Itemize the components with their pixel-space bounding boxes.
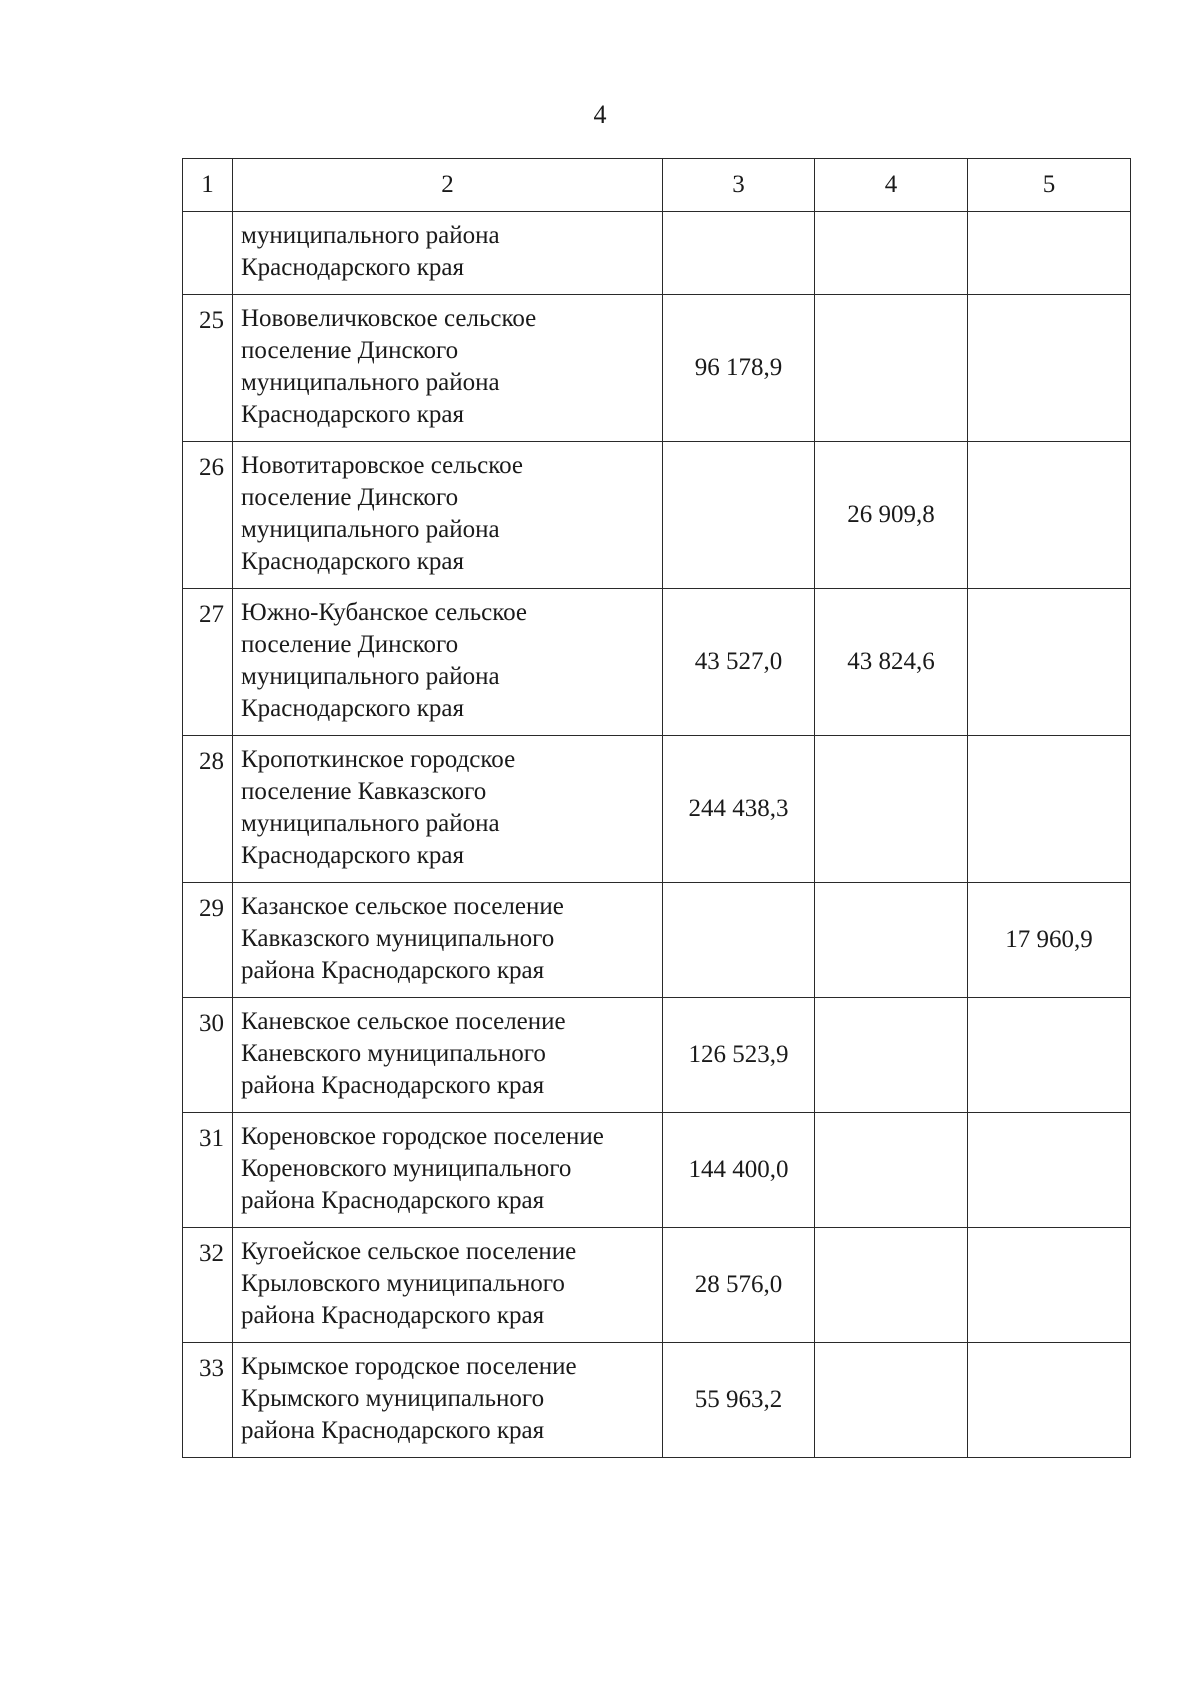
settlement-name-line: Крыловского муниципального	[241, 1270, 565, 1297]
settlement-name-line: Казанское сельское поселение	[241, 893, 564, 920]
table-row	[183, 442, 1131, 589]
table-header-row	[183, 159, 1131, 212]
column-header-2: 2	[233, 159, 663, 212]
row-number-cell: 26	[183, 442, 233, 589]
settlement-name-cell	[233, 1113, 663, 1228]
settlement-name-line: Кореновского муниципального	[241, 1155, 572, 1182]
amount-cell-column-5	[968, 736, 1131, 883]
settlement-name-line: Новотитаровское сельское	[241, 452, 524, 479]
amount-cell-column-4	[815, 1228, 968, 1343]
settlement-name-cell	[233, 212, 663, 295]
settlement-name-line: Кореновское городское поселение	[241, 1123, 604, 1150]
row-number-cell: 32	[183, 1228, 233, 1343]
settlement-name-cell	[233, 442, 663, 589]
amount-cell-column-3	[663, 442, 815, 589]
row-number-cell: 31	[183, 1113, 233, 1228]
row-number-cell: 29	[183, 883, 233, 998]
settlement-name-line: Кугоейское сельское поселение	[241, 1238, 577, 1265]
settlement-name-line: Каневское сельское поселение	[241, 1008, 566, 1035]
row-number-cell: 25	[183, 295, 233, 442]
settlement-name-line: района Краснодарского края	[241, 1302, 545, 1329]
table-row	[183, 1228, 1131, 1343]
amount-cell-column-4	[815, 212, 968, 295]
amount-cell-column-5: 17 960,9	[968, 883, 1131, 998]
amount-cell-column-3	[663, 212, 815, 295]
settlement-name-line: района Краснодарского края	[241, 1187, 545, 1214]
amount-cell-column-4	[815, 295, 968, 442]
amount-cell-column-5	[968, 1343, 1131, 1458]
table-row	[183, 1343, 1131, 1458]
settlement-name-line: муниципального района	[241, 663, 500, 690]
amount-cell-column-4: 43 824,6	[815, 589, 968, 736]
amount-cell-column-5	[968, 295, 1131, 442]
page-number: 4	[593, 100, 607, 129]
settlement-name-cell	[233, 736, 663, 883]
settlement-name-line: муниципального района	[241, 516, 500, 543]
settlement-name-cell	[233, 295, 663, 442]
settlement-name-cell	[233, 998, 663, 1113]
amount-cell-column-4	[815, 1113, 968, 1228]
amount-cell-column-4	[815, 883, 968, 998]
table-row	[183, 998, 1131, 1113]
table-row	[183, 589, 1131, 736]
amount-cell-column-4	[815, 1343, 968, 1458]
amount-cell-column-5	[968, 589, 1131, 736]
settlement-name-line: Кавказского муниципального	[241, 925, 555, 952]
settlement-name-line: Краснодарского края	[241, 548, 464, 575]
amount-cell-column-4	[815, 736, 968, 883]
settlement-name-line: Кропоткинское городское	[241, 746, 516, 773]
table-row	[183, 212, 1131, 295]
settlement-name-line: поселение Динского	[241, 337, 459, 364]
settlement-name-line: Южно-Кубанское сельское	[241, 599, 528, 626]
settlement-name-line: муниципального района	[241, 369, 500, 396]
column-header-5: 5	[968, 159, 1131, 212]
settlement-name-line: муниципального района	[241, 222, 500, 249]
settlement-name-line: района Краснодарского края	[241, 957, 545, 984]
settlement-name-line: Нововеличковское сельское	[241, 305, 537, 332]
table-row	[183, 1113, 1131, 1228]
amount-cell-column-4	[815, 998, 968, 1113]
amount-cell-column-5	[968, 442, 1131, 589]
settlement-name-line: Краснодарского края	[241, 842, 464, 869]
settlement-name-cell	[233, 1343, 663, 1458]
settlement-name-line: поселение Кавказского	[241, 778, 487, 805]
amount-cell-column-5	[968, 1228, 1131, 1343]
amount-cell-column-4: 26 909,8	[815, 442, 968, 589]
settlement-name-line: поселение Динского	[241, 484, 459, 511]
table-row	[183, 736, 1131, 883]
amount-cell-column-3: 28 576,0	[663, 1228, 815, 1343]
settlement-name-line: района Краснодарского края	[241, 1417, 545, 1444]
amount-cell-column-5	[968, 1113, 1131, 1228]
amount-cell-column-3: 55 963,2	[663, 1343, 815, 1458]
allocation-table	[182, 158, 1131, 1458]
amount-cell-column-3: 144 400,0	[663, 1113, 815, 1228]
table-row	[183, 883, 1131, 998]
amount-cell-column-3: 244 438,3	[663, 736, 815, 883]
column-header-1: 1	[183, 159, 233, 212]
table-body	[183, 212, 1131, 1458]
settlement-name-cell	[233, 589, 663, 736]
row-number-cell: 28	[183, 736, 233, 883]
settlement-name-line: Крымского муниципального	[241, 1385, 545, 1412]
amount-cell-column-3: 43 527,0	[663, 589, 815, 736]
settlement-name-line: Краснодарского края	[241, 695, 464, 722]
settlement-name-cell	[233, 883, 663, 998]
row-number-cell: 30	[183, 998, 233, 1113]
column-header-4: 4	[815, 159, 968, 212]
amount-cell-column-3: 96 178,9	[663, 295, 815, 442]
settlement-name-line: Каневского муниципального	[241, 1040, 546, 1067]
amount-cell-column-5	[968, 998, 1131, 1113]
amount-cell-column-3: 126 523,9	[663, 998, 815, 1113]
settlement-name-line: муниципального района	[241, 810, 500, 837]
settlement-name-line: Краснодарского края	[241, 401, 464, 428]
settlement-name-line: Краснодарского края	[241, 254, 464, 281]
amount-cell-column-5	[968, 212, 1131, 295]
row-number-cell: 27	[183, 589, 233, 736]
settlement-name-cell	[233, 1228, 663, 1343]
column-header-3: 3	[663, 159, 815, 212]
table-row	[183, 295, 1131, 442]
settlement-name-line: района Краснодарского края	[241, 1072, 545, 1099]
row-number-cell: 33	[183, 1343, 233, 1458]
settlement-name-line: поселение Динского	[241, 631, 459, 658]
amount-cell-column-3	[663, 883, 815, 998]
settlement-name-line: Крымское городское поселение	[241, 1353, 577, 1380]
row-number-cell	[183, 212, 233, 295]
